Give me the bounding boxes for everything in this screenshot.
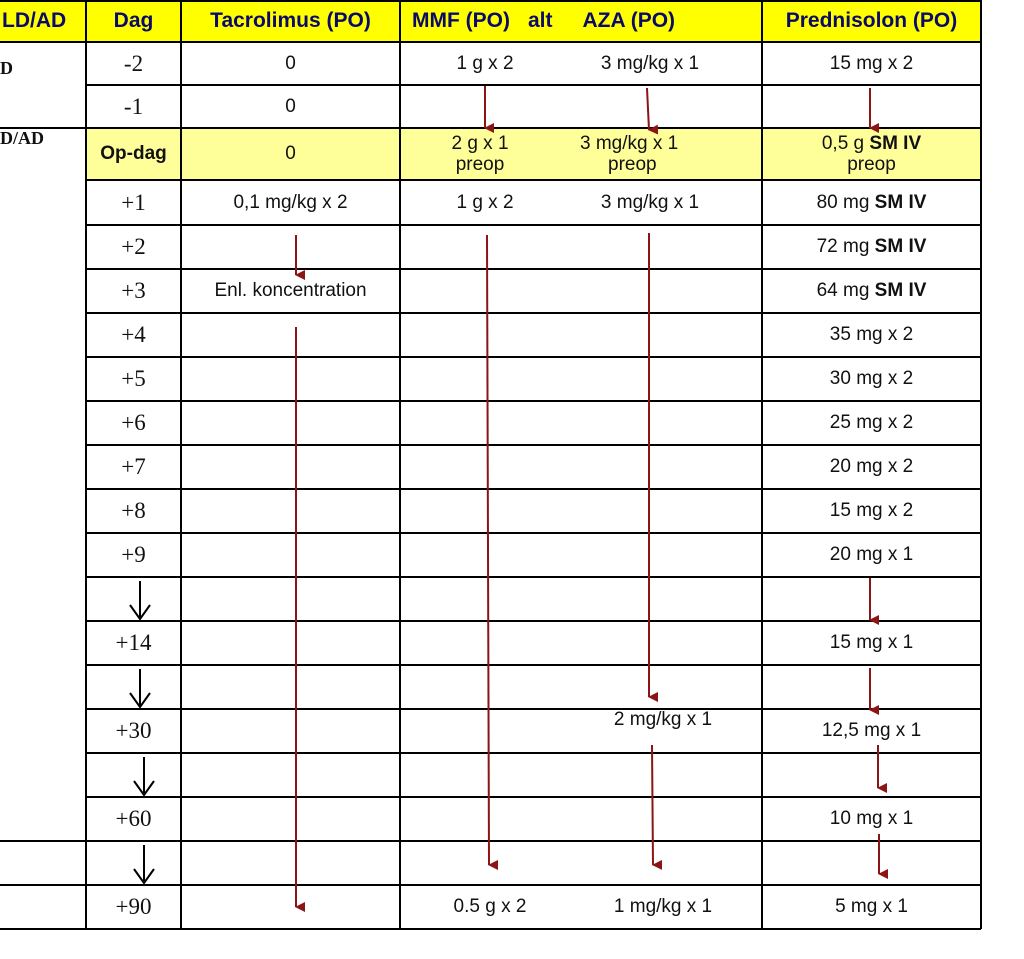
prednisolon-cell (762, 269, 981, 313)
prednisolon-cell-opday (762, 128, 981, 180)
prednisolon-dose: 80 mg (816, 191, 870, 213)
group-label-d-ad: D/AD (0, 128, 44, 148)
down-arrow-icon (134, 757, 154, 795)
prednisolon-op-note: preop (847, 154, 896, 175)
day-cell: +1 (121, 189, 146, 215)
header-aza: AZA (PO) (582, 9, 676, 32)
prednisolon-cell: 5 mg x 1 (835, 896, 908, 917)
mmf-op-dose: 2 g x 1 (451, 133, 509, 154)
day-cell: +3 (121, 278, 146, 303)
mmf-cell: 1 g x 2 (456, 191, 514, 213)
prednisolon-op-dose: 0,5 g (821, 133, 865, 154)
tacrolimus-cell: 0 (285, 143, 296, 164)
tacrolimus-cell: 0 (285, 95, 296, 117)
header-mmf: MMF (PO) (412, 9, 510, 32)
header-prednisolon: Prednisolon (PO) (762, 0, 981, 42)
day-cell: +90 (115, 894, 152, 919)
prednisolon-op-route: SM IV (869, 133, 922, 154)
mmf-cell: 0.5 g x 2 (453, 896, 527, 917)
aza-cell: 3 mg/kg x 1 (600, 191, 700, 213)
prednisolon-cell: 15 mg x 2 (829, 52, 914, 74)
mmf-cell-opday (430, 128, 530, 180)
down-arrow-icon (130, 581, 150, 619)
mmf-cell: 1 g x 2 (456, 52, 514, 74)
prednisolon-route: SM IV (874, 280, 927, 301)
prednisolon-cell: 25 mg x 2 (829, 412, 914, 433)
prednisolon-cell (762, 225, 981, 269)
day-cell: +9 (121, 542, 146, 567)
prednisolon-route: SM IV (874, 236, 927, 257)
aza-cell: 3 mg/kg x 1 (600, 52, 700, 74)
day-cell: +7 (121, 454, 146, 479)
aza-cell: 1 mg/kg x 1 (613, 896, 713, 917)
aza-cell-opday (580, 128, 720, 180)
day-cell: +2 (121, 234, 146, 259)
header-group: LD/AD (0, 0, 86, 42)
tacrolimus-cell: Enl. koncentration (214, 280, 367, 301)
prednisolon-route: SM IV (874, 191, 927, 213)
day-cell: +6 (121, 410, 146, 435)
prednisolon-cell: 20 mg x 2 (829, 456, 914, 477)
prednisolon-op-dose-line (822, 133, 921, 154)
prednisolon-cell: 30 mg x 2 (829, 368, 914, 389)
prednisolon-dose: 64 mg (816, 280, 870, 301)
aza-cell: 2 mg/kg x 1 (613, 709, 713, 730)
aza-continue-arrow (647, 88, 649, 130)
prednisolon-cell: 12,5 mg x 1 (821, 720, 922, 741)
day-cell: +14 (115, 630, 152, 655)
header-mmf-aza (400, 0, 762, 42)
day-cell: +60 (115, 806, 152, 831)
prednisolon-cell (762, 180, 981, 225)
down-arrow-icon (134, 845, 154, 883)
prednisolon-cell: 10 mg x 1 (829, 808, 914, 829)
day-cell: +4 (121, 322, 146, 347)
header-day: Dag (86, 0, 181, 42)
day-cell: -1 (123, 93, 144, 119)
mmf-continue-arrow (487, 235, 489, 865)
prednisolon-cell: 20 mg x 1 (829, 544, 914, 565)
day-cell: +5 (121, 366, 146, 391)
day-cell-opday: Op-dag (100, 143, 167, 164)
mmf-op-note: preop (455, 154, 505, 175)
aza-op-dose: 3 mg/kg x 1 (580, 133, 679, 154)
prednisolon-cell: 15 mg x 1 (829, 632, 914, 653)
header-tacrolimus: Tacrolimus (PO) (181, 0, 400, 42)
prednisolon-cell: 15 mg x 2 (829, 500, 914, 521)
day-cell: -2 (123, 50, 144, 76)
header-alt: alt (527, 9, 553, 32)
aza-continue-arrow (652, 745, 653, 865)
tacrolimus-cell: 0 (285, 52, 296, 74)
prednisolon-cell: 35 mg x 2 (829, 324, 914, 345)
down-arrow-icon (130, 669, 150, 707)
day-cell: +30 (115, 718, 152, 743)
day-cell: +8 (121, 498, 146, 523)
tacrolimus-cell: 0,1 mg/kg x 2 (233, 191, 348, 213)
prednisolon-dose: 72 mg (816, 236, 870, 257)
aza-op-note: preop (608, 154, 657, 175)
group-label-d: D (0, 58, 13, 78)
